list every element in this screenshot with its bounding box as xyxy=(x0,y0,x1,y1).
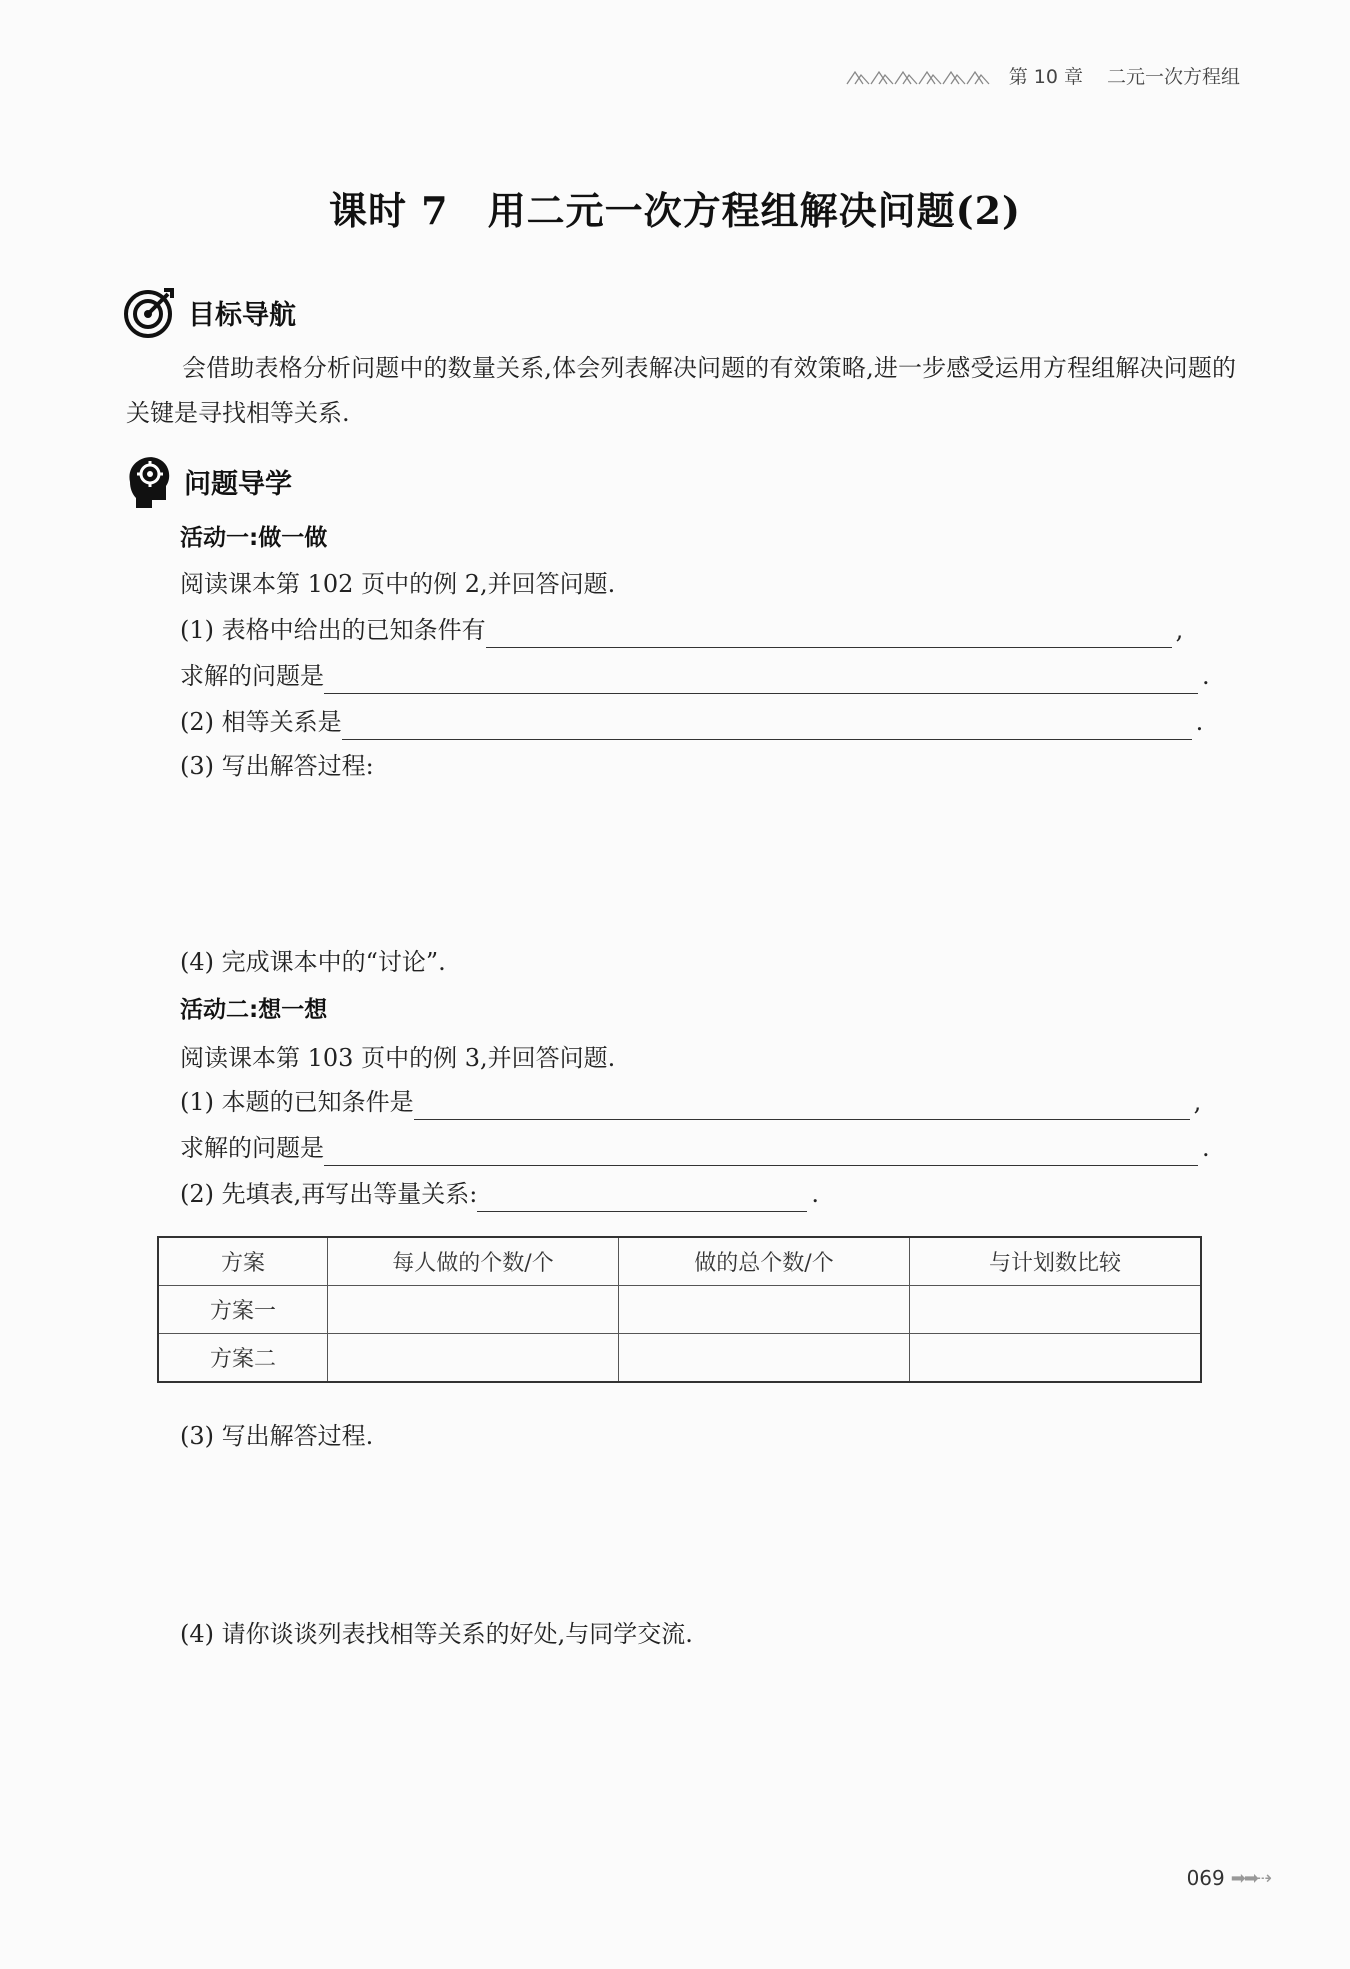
table-cell-blank[interactable] xyxy=(328,1286,619,1334)
study-heading: 问题导学 xyxy=(184,468,292,500)
answer-blank[interactable] xyxy=(324,1137,1198,1166)
answer-blank[interactable] xyxy=(477,1183,807,1212)
chapter-title: 二元一次方程组 xyxy=(1106,66,1240,88)
activity2-q2 xyxy=(180,1176,819,1212)
activity2-intro: 阅读课本第 103 页中的例 3,并回答问题. xyxy=(180,1044,616,1072)
punctuation: . xyxy=(1202,1134,1210,1162)
activity1-q3: (3) 写出解答过程: xyxy=(180,752,374,780)
answer-blank[interactable] xyxy=(342,711,1192,740)
study-section-head xyxy=(122,452,292,510)
table-cell-blank[interactable] xyxy=(619,1286,910,1334)
activity2-q1-label: (1) 本题的已知条件是 xyxy=(180,1088,414,1116)
answer-blank[interactable] xyxy=(486,619,1172,648)
table-cell-plan: 方案一 xyxy=(158,1286,328,1334)
goal-section-head xyxy=(122,284,296,340)
table-header: 与计划数比较 xyxy=(910,1237,1202,1286)
activity1-q1b-label: 求解的问题是 xyxy=(180,662,324,690)
activity1-q1b xyxy=(180,658,1210,694)
target-icon xyxy=(122,284,178,340)
table-header: 每人做的个数/个 xyxy=(328,1237,619,1286)
punctuation: . xyxy=(811,1180,819,1208)
activity1-q4: (4) 完成课本中的“讨论”. xyxy=(180,948,446,976)
chapter-header xyxy=(845,62,1240,89)
table-cell-blank[interactable] xyxy=(910,1334,1202,1383)
punctuation: . xyxy=(1195,708,1204,736)
activity1-q2 xyxy=(180,704,1203,740)
activity1-intro: 阅读课本第 102 页中的例 2,并回答问题. xyxy=(180,570,616,598)
table-header-row xyxy=(158,1237,1201,1286)
table-cell-blank[interactable] xyxy=(328,1334,619,1383)
table-row xyxy=(158,1286,1201,1334)
goal-heading: 目标导航 xyxy=(188,299,296,331)
page-number-text: 069 xyxy=(1186,1866,1225,1890)
answer-blank[interactable] xyxy=(414,1091,1190,1120)
answer-blank[interactable] xyxy=(324,665,1198,694)
activity2-title: 活动二:想一想 xyxy=(180,997,328,1023)
activity2-q1b-label: 求解的问题是 xyxy=(180,1134,324,1162)
activity2-q1 xyxy=(180,1084,1201,1120)
page-number xyxy=(1187,1866,1270,1890)
activity1-title: 活动一:做一做 xyxy=(180,525,328,551)
table-row xyxy=(158,1334,1201,1383)
plan-table xyxy=(157,1236,1202,1383)
table-header: 做的总个数/个 xyxy=(619,1237,910,1286)
activity1-q2-label: (2) 相等关系是 xyxy=(180,708,342,736)
table-cell-blank[interactable] xyxy=(619,1334,910,1383)
activity2-q1b xyxy=(180,1130,1210,1166)
table-cell-blank[interactable] xyxy=(910,1286,1202,1334)
activity1-q1 xyxy=(180,612,1183,648)
activity2-q3: (3) 写出解答过程. xyxy=(180,1422,374,1450)
activity2-q4: (4) 请你谈谈列表找相等关系的好处,与同学交流. xyxy=(180,1620,693,1648)
arrows-icon: ➡➡⇢ xyxy=(1230,1867,1270,1889)
punctuation: . xyxy=(1202,662,1210,690)
activity2-q2-label: (2) 先填表,再写出等量关系: xyxy=(180,1180,478,1208)
goal-text: 会借助表格分析问题中的数量关系,体会列表解决问题的有效策略,进一步感受运用方程组解决问题的关键是寻找相等关系. xyxy=(126,354,1236,427)
table-header: 方案 xyxy=(158,1237,328,1286)
punctuation: , xyxy=(1193,1088,1202,1116)
page-title: 课时 7 用二元一次方程组解决问题(2) xyxy=(328,188,1022,233)
head-gear-icon xyxy=(122,452,174,510)
punctuation: , xyxy=(1175,616,1184,644)
activity1-q1-label: (1) 表格中给出的已知条件有 xyxy=(180,616,486,644)
chapter-number: 第 10 章 xyxy=(1008,66,1083,88)
mountains-icon xyxy=(845,66,995,86)
table-cell-plan: 方案二 xyxy=(158,1334,328,1383)
